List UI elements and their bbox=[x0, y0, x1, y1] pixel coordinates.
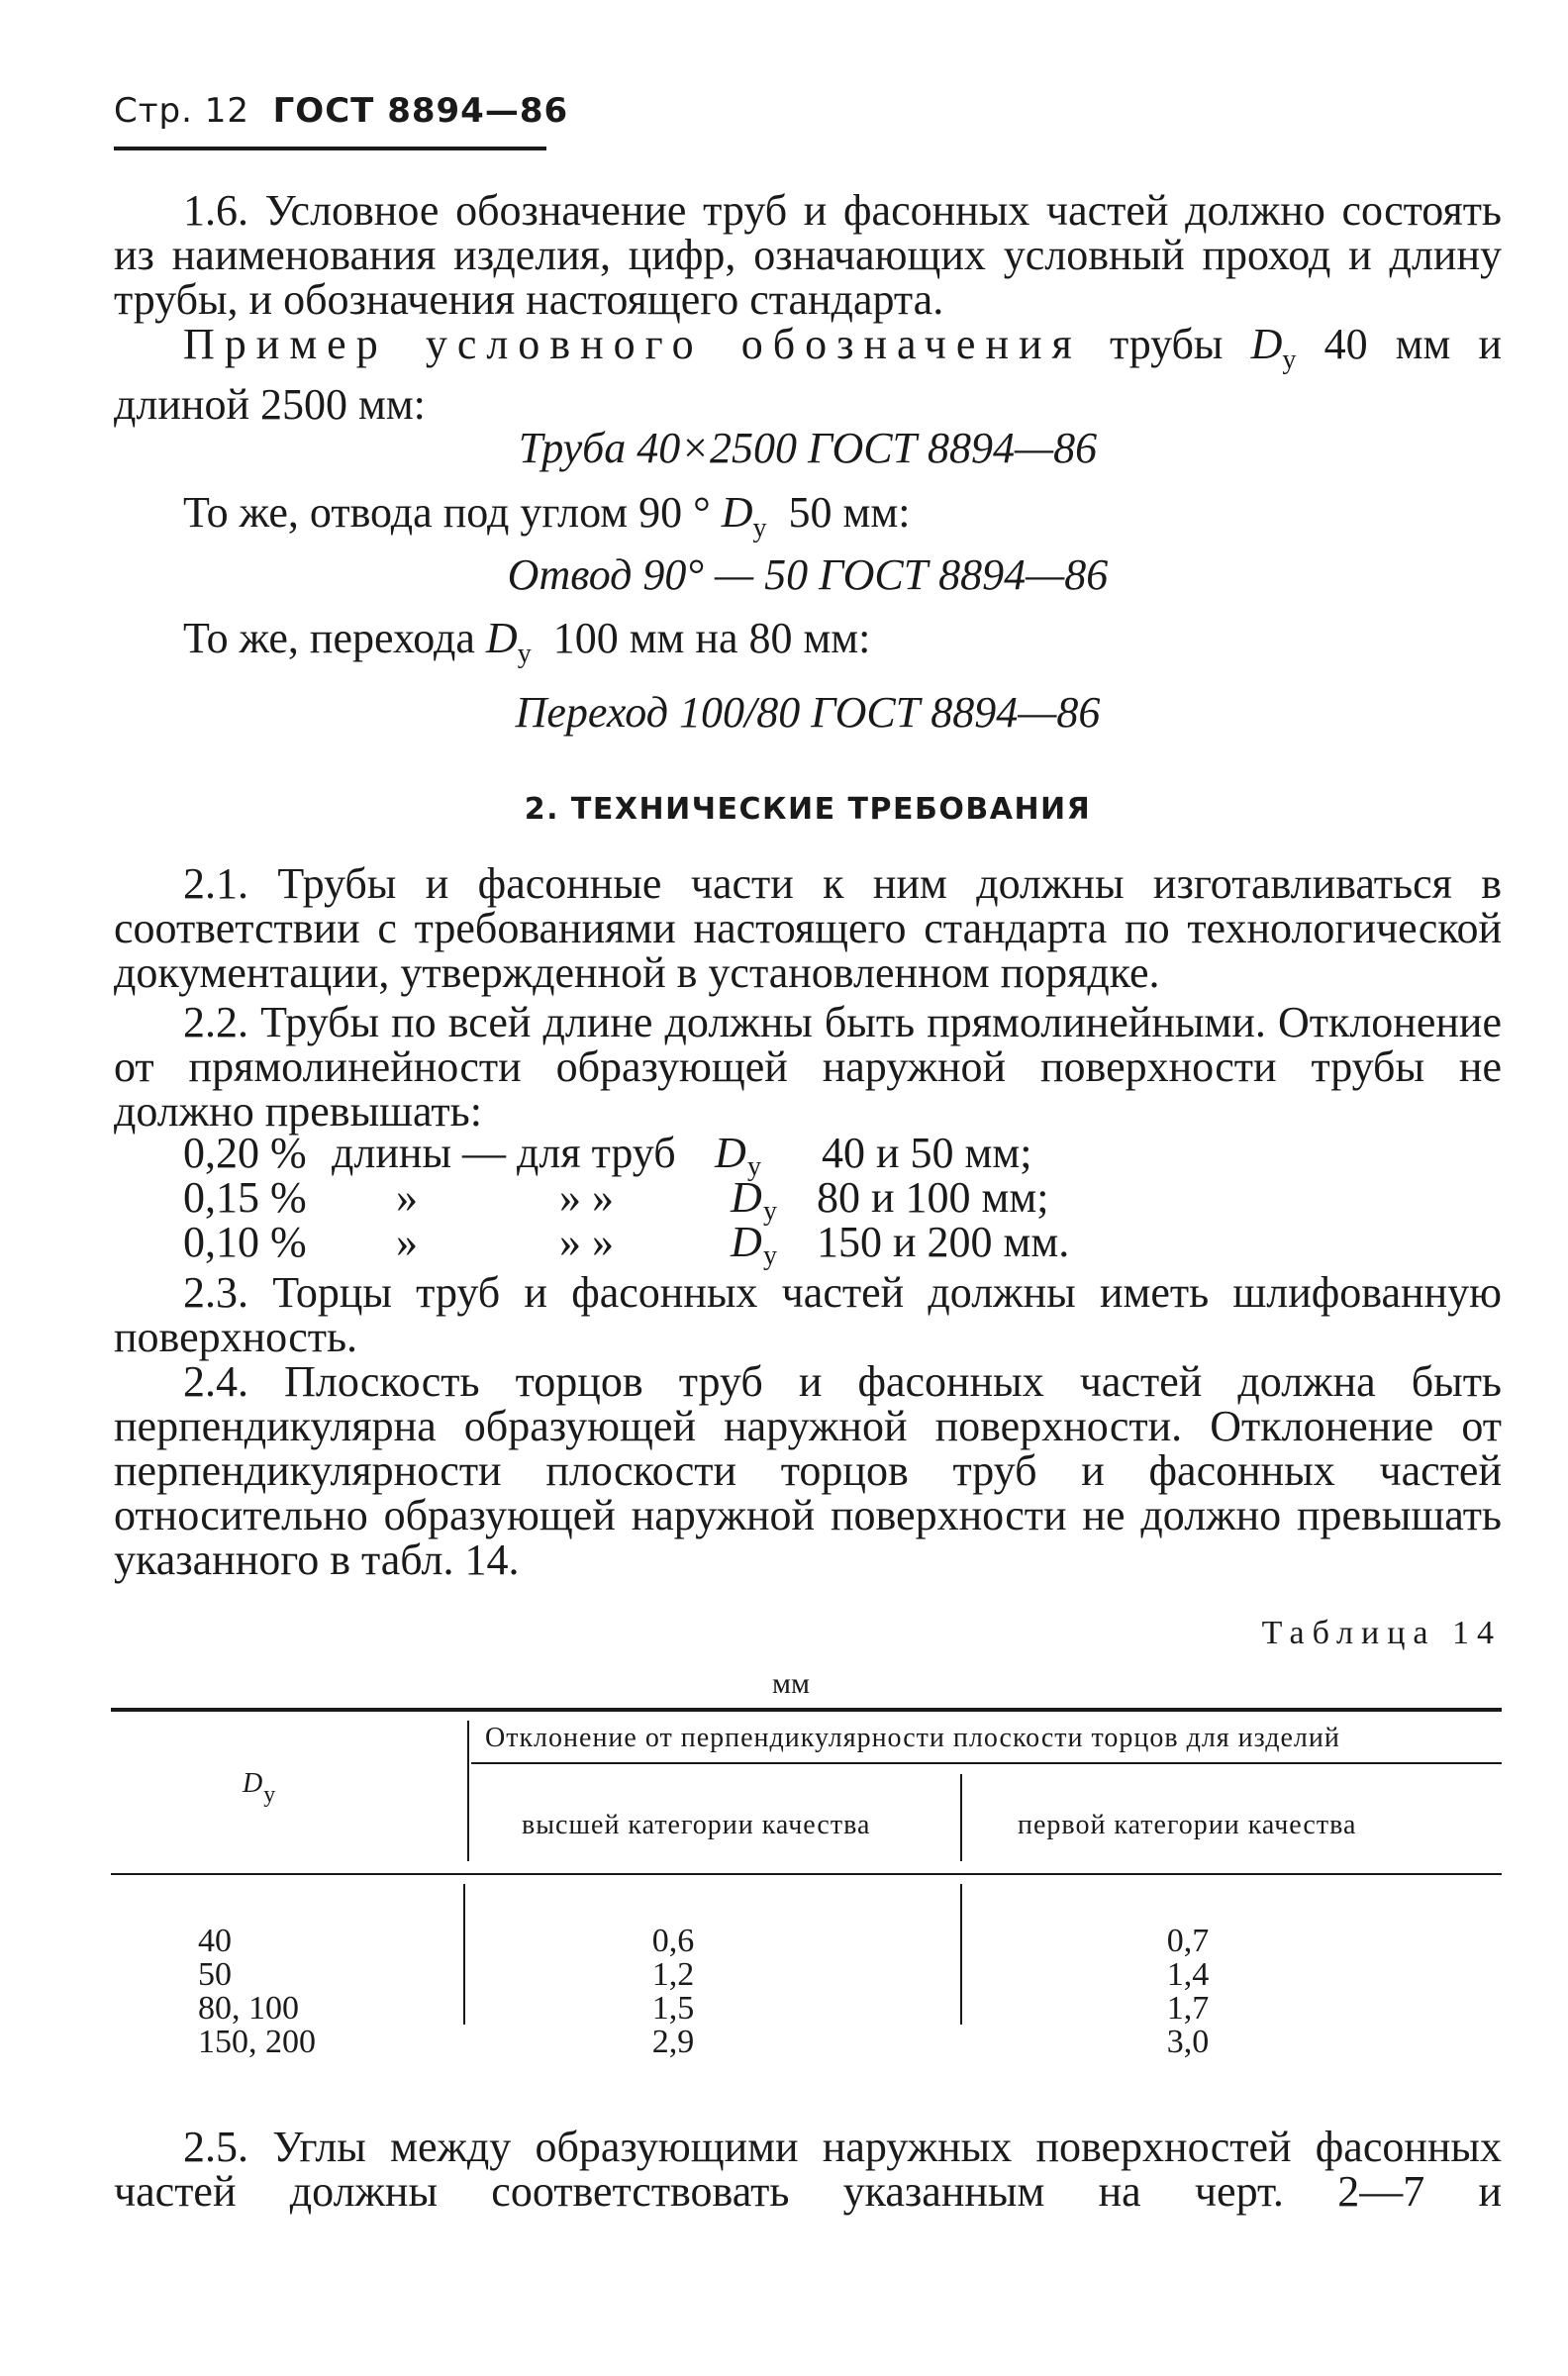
paragraph-2-3: 2.3. Торцы труб и фасонных частей должны иметь шлифованную поверхность. bbox=[114, 1268, 1502, 1361]
table-cell: 3,0 bbox=[1166, 2024, 1210, 2060]
table-col-divider bbox=[463, 1884, 465, 2025]
ditto-mark: » » bbox=[559, 1173, 614, 1222]
same-bend-text: То же, отвода под углом 90 ° bbox=[183, 488, 711, 537]
deviation-mid: длины — для труб bbox=[332, 1129, 676, 1177]
deviation-range: 80 и 100 мм; bbox=[817, 1173, 1049, 1222]
table-col-divider bbox=[467, 1721, 469, 1861]
same-bend-value: 50 мм: bbox=[788, 488, 911, 537]
ditto-mark: » » bbox=[559, 1218, 614, 1266]
table-cell: 1,4 bbox=[1166, 1956, 1210, 1993]
table-top-rule bbox=[111, 1708, 1502, 1712]
example-d-subscript: у bbox=[1282, 345, 1297, 375]
deviation-d-subscript: у bbox=[747, 1151, 761, 1182]
table-cell: 1,2 bbox=[651, 1956, 695, 1993]
page-number: 12 bbox=[204, 91, 250, 131]
deviation-d-subscript: у bbox=[763, 1196, 777, 1227]
same-transition-text: То же, перехода bbox=[183, 614, 475, 662]
designation-bend: Отвод 90° — 50 ГОСТ 8894—86 bbox=[507, 550, 1109, 599]
table-cell: 1,7 bbox=[1166, 1990, 1210, 2027]
table-cell: 0,6 bbox=[651, 1923, 695, 1959]
col-header-first: первой категории качества bbox=[1018, 1810, 1357, 1840]
designation-transition: Переход 100/80 ГОСТ 8894—86 bbox=[515, 688, 1101, 737]
example-text-2: 40 мм и длиной 2500 мм: bbox=[114, 320, 1503, 429]
group-header: Отклонение от перпендикулярности плоскости торцов для изделий bbox=[485, 1723, 1340, 1753]
example-d-symbol: D bbox=[1250, 320, 1283, 368]
deviation-pct: 0,10 % bbox=[183, 1218, 307, 1266]
paragraph-2-5: 2.5. Углы между образующими наружных поверхностей фасонных частей должны соответствовать указанным на черт. 2—7 и bbox=[114, 2123, 1502, 2216]
paragraph-2-2: 2.2. Трубы по всей длине должны быть прямолинейными. Отклонение от прямолинейности образующей наружной поверхности трубы не должно превышать: bbox=[114, 998, 1502, 1136]
deviation-pct: 0,20 % bbox=[183, 1129, 307, 1177]
header-rule bbox=[114, 147, 546, 150]
col-first-values bbox=[1128, 1925, 1247, 2059]
example-paragraph bbox=[114, 322, 1502, 427]
table-col-divider bbox=[960, 1774, 962, 1861]
same-bend-line bbox=[114, 490, 1502, 550]
table-header-rule bbox=[111, 1873, 1502, 1875]
same-transition-line bbox=[114, 616, 1502, 676]
paragraph-2-4: 2.4. Плоскость торцов труб и фасонных частей должна быть перпендикулярна образующей наружной поверхности. Отклонение от перпендикулярности плоскости торцов труб и фасонных частей относительно образующей наружной поверхности не должно превышать указанного в табл. 14. bbox=[114, 1357, 1502, 1584]
dy-d-subscript: у bbox=[263, 1782, 277, 1808]
section-title: 2. ТЕХНИЧЕСКИЕ ТРЕБОВАНИЯ bbox=[524, 792, 1092, 827]
col-high-values bbox=[614, 1925, 733, 2059]
example-text-1: трубы bbox=[1109, 320, 1224, 368]
designation-pipe: Труба 40×2500 ГОСТ 8894—86 bbox=[518, 424, 1098, 472]
transition-d-symbol: D bbox=[485, 614, 518, 662]
table-cell: 150, 200 bbox=[198, 2024, 316, 2060]
deviation-range: 150 и 200 мм. bbox=[817, 1218, 1070, 1266]
table-cell: 50 bbox=[198, 1956, 232, 1993]
deviation-pct: 0,15 % bbox=[183, 1173, 307, 1222]
table-group-rule bbox=[471, 1762, 1502, 1764]
same-transition-value: 100 мм на 80 мм: bbox=[552, 614, 871, 662]
col-dy-values bbox=[198, 1925, 317, 2059]
table-cell: 0,7 bbox=[1166, 1923, 1210, 1959]
table-caption: Таблица 14 bbox=[1261, 1615, 1502, 1651]
example-spaced-label: Пример условного обозначения bbox=[183, 320, 1082, 368]
paragraph-2-1: 2.1. Трубы и фасонные части к ним должны изготавливаться в соответствии с требованиями настоящего стандарта по технологической документации, утвержденной в установленном порядке. bbox=[114, 859, 1502, 997]
ditto-mark: » bbox=[396, 1218, 418, 1266]
col-header-high: высшей категории качества bbox=[522, 1810, 871, 1840]
table-cell: 1,5 bbox=[651, 1990, 695, 2027]
deviation-d-subscript: у bbox=[763, 1240, 777, 1271]
dy-d-symbol: D bbox=[243, 1768, 264, 1799]
table-unit: мм bbox=[772, 1667, 810, 1700]
table-cell: 2,9 bbox=[651, 2024, 695, 2060]
table-cell: 80, 100 bbox=[198, 1990, 299, 2027]
paragraph-1-6: 1.6. Условное обозначение труб и фасонных частей должно состоять из наименования изделия, цифр, означающих условный проход и длину трубы, и обозначения настоящего стандарта. bbox=[114, 186, 1502, 324]
page-prefix: Стр. bbox=[114, 91, 193, 131]
deviation-d-symbol: D bbox=[731, 1173, 762, 1222]
deviation-d-symbol: D bbox=[715, 1129, 746, 1177]
table-col-divider bbox=[960, 1884, 962, 2025]
bend-d-subscript: у bbox=[752, 513, 767, 544]
deviation-d-symbol: D bbox=[731, 1218, 762, 1266]
bend-d-symbol: D bbox=[721, 488, 753, 537]
table-cell: 40 bbox=[198, 1923, 232, 1959]
deviation-range: 40 и 50 мм; bbox=[822, 1129, 1032, 1177]
transition-d-subscript: у bbox=[517, 639, 532, 669]
standard-code: ГОСТ 8894—86 bbox=[272, 91, 569, 131]
col-header-dy bbox=[243, 1768, 277, 1808]
ditto-mark: » bbox=[396, 1173, 418, 1222]
page-header bbox=[114, 91, 568, 131]
